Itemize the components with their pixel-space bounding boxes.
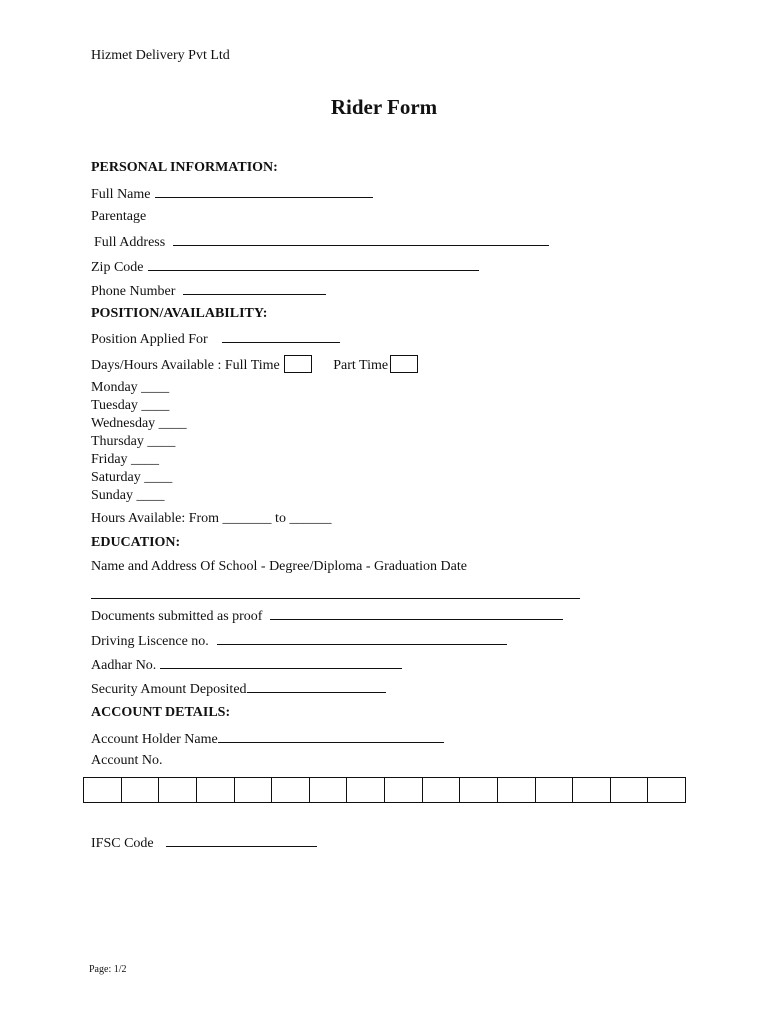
- position-applied-label: Position Applied For: [91, 332, 208, 347]
- day-sunday[interactable]: Sunday ____: [91, 488, 165, 503]
- position-applied-field[interactable]: [91, 330, 340, 348]
- account-holder-label: Account Holder Name: [91, 732, 218, 747]
- day-wednesday[interactable]: Wednesday ____: [91, 416, 187, 431]
- account-digit-box[interactable]: [310, 778, 348, 802]
- school-input-line[interactable]: [91, 598, 580, 599]
- section-position-heading: POSITION/AVAILABILITY:: [91, 306, 268, 321]
- account-digit-box[interactable]: [648, 778, 685, 802]
- account-digit-box[interactable]: [122, 778, 160, 802]
- account-digit-box[interactable]: [573, 778, 611, 802]
- section-education-heading: EDUCATION:: [91, 535, 181, 550]
- documents-input-line[interactable]: [270, 607, 563, 620]
- full-name-label: Full Name: [91, 187, 151, 202]
- ifsc-label: IFSC Code: [91, 836, 154, 851]
- ifsc-input-line[interactable]: [166, 834, 317, 847]
- full-name-input-line[interactable]: [155, 185, 373, 198]
- account-digit-box[interactable]: [385, 778, 423, 802]
- account-digit-box[interactable]: [197, 778, 235, 802]
- days-hours-label: Days/Hours Available : Full Time: [91, 358, 280, 373]
- security-deposit-field[interactable]: [91, 680, 386, 698]
- account-number-label: Account No.: [91, 753, 163, 768]
- zip-code-input-line[interactable]: [148, 258, 479, 271]
- position-applied-input-line[interactable]: [222, 330, 340, 343]
- account-digit-box[interactable]: [84, 778, 122, 802]
- section-personal-heading: PERSONAL INFORMATION:: [91, 160, 278, 175]
- security-deposit-label: Security Amount Deposited: [91, 682, 247, 697]
- page-number: Page: 1/2: [89, 964, 127, 975]
- account-holder-input-line[interactable]: [218, 730, 444, 743]
- aadhar-input-line[interactable]: [160, 656, 402, 669]
- phone-number-input-line[interactable]: [183, 282, 326, 295]
- day-saturday[interactable]: Saturday ____: [91, 470, 173, 485]
- account-digit-box[interactable]: [536, 778, 574, 802]
- parentage-field[interactable]: [91, 209, 146, 225]
- days-hours-field: [91, 355, 418, 374]
- full-time-checkbox[interactable]: [284, 355, 312, 373]
- part-time-label: Part Time: [333, 358, 389, 373]
- driving-licence-label: Driving Liscence no.: [91, 634, 209, 649]
- account-digit-box[interactable]: [347, 778, 385, 802]
- parentage-label: Parentage: [91, 209, 147, 224]
- documents-field[interactable]: [91, 607, 563, 625]
- aadhar-field[interactable]: [91, 656, 402, 674]
- days-list: [91, 379, 187, 505]
- driving-licence-field[interactable]: [91, 632, 507, 650]
- part-time-checkbox[interactable]: [390, 355, 418, 373]
- hours-available-field[interactable]: Hours Available: From _______ to ______: [91, 511, 332, 526]
- day-thursday[interactable]: Thursday ____: [91, 434, 176, 449]
- phone-number-label: Phone Number: [91, 284, 176, 299]
- day-friday[interactable]: Friday ____: [91, 452, 160, 467]
- phone-number-field[interactable]: [91, 282, 326, 300]
- day-monday[interactable]: Monday ____: [91, 380, 170, 395]
- account-number-grid[interactable]: [83, 777, 686, 803]
- full-name-field[interactable]: [91, 185, 373, 203]
- account-digit-box[interactable]: [159, 778, 197, 802]
- section-account-heading: ACCOUNT DETAILS:: [91, 705, 231, 720]
- account-digit-box[interactable]: [611, 778, 649, 802]
- form-title: Rider Form: [330, 95, 438, 119]
- school-label: Name and Address Of School - Degree/Diploma - Graduation Date: [91, 559, 467, 574]
- account-digit-box[interactable]: [423, 778, 461, 802]
- driving-licence-input-line[interactable]: [217, 632, 507, 645]
- zip-code-field[interactable]: [91, 258, 479, 276]
- full-address-field[interactable]: [94, 233, 549, 251]
- account-digit-box[interactable]: [272, 778, 310, 802]
- company-name: Hizmet Delivery Pvt Ltd: [91, 48, 230, 63]
- account-digit-box[interactable]: [235, 778, 273, 802]
- account-digit-box[interactable]: [460, 778, 498, 802]
- ifsc-field[interactable]: [91, 834, 317, 852]
- documents-label: Documents submitted as proof: [91, 609, 263, 624]
- full-address-label: Full Address: [94, 235, 166, 250]
- account-holder-field[interactable]: [91, 730, 444, 748]
- security-deposit-input-line[interactable]: [247, 680, 386, 693]
- zip-code-label: Zip Code: [91, 260, 144, 275]
- full-address-input-line[interactable]: [173, 233, 549, 246]
- day-tuesday[interactable]: Tuesday ____: [91, 398, 170, 413]
- account-digit-box[interactable]: [498, 778, 536, 802]
- aadhar-label: Aadhar No.: [91, 658, 157, 673]
